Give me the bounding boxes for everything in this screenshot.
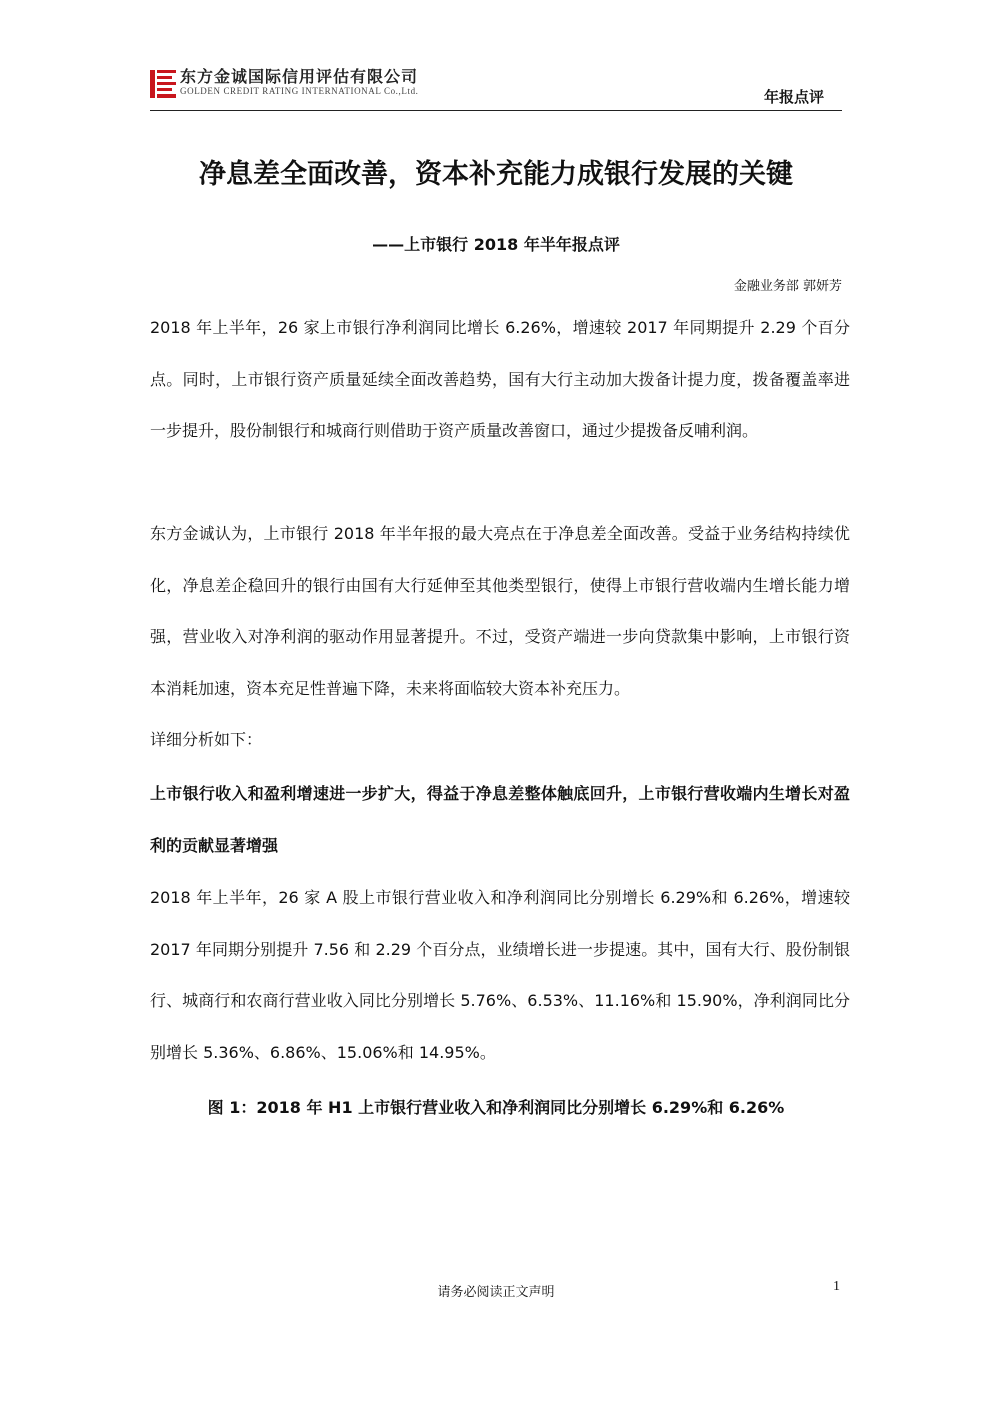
page-number: 1 xyxy=(833,1279,840,1294)
paragraph-detail: 2018 年上半年，26 家 A 股上市银行营业收入和净利润同比分别增长 6.29%和 6.26%，增速较 2017 年同期分别提升 7.56 和 2.29 个百分点，业绩增长进一步提速。其中，国有大行、股份制银行、城商行和农商行营业收入同比分别增长 5.76%、6.53%、11.16%和 15.90%，净利润同比分别增长 5.36%、6.86%、15.06%和 14.95%。 xyxy=(150,888,850,1062)
paragraph-view: 东方金诚认为，上市银行 2018 年半年报的最大亮点在于净息差全面改善。受益于业务结构持续优化，净息差企稳回升的银行由国有大行延伸至其他类型银行，使得上市银行营收端内生增长能力增强，营业收入对净利润的驱动作用显著提升。不过，受资产端进一步向贷款集中影响，上市银行资本消耗加速，资本充足性普遍下降，未来将面临较大资本补充压力。 xyxy=(150,524,850,698)
figure-caption: 图 1：2018 年 H1 上市银行营业收入和净利润同比分别增长 6.29%和 6.26% xyxy=(207,1098,785,1117)
paragraph-intro: 详细分析如下： xyxy=(150,730,263,749)
company-name-cn: 东方金诚国际信用评估有限公司 xyxy=(180,67,419,86)
paragraph-summary: 2018 年上半年，26 家上市银行净利润同比增长 6.26%，增速较 2017 年同期提升 2.29 个百分点。同时，上市银行资产质量延续全面改善趋势，国有大行主动加大拨备计提力度，拨备覆盖率进一步提升，股份制银行和城商行则借助于资产质量改善窗口，通过少提拨备反哺利润。 xyxy=(150,318,850,440)
footer-disclaimer: 请务必阅读正文声明 xyxy=(437,1285,555,1300)
document-type: 年报点评 xyxy=(763,88,824,106)
section-heading: 上市银行收入和盈利增速进一步扩大，得益于净息差整体触底回升，上市银行营收端内生增长对盈利的贡献显著增强 xyxy=(150,784,850,855)
page-header xyxy=(150,64,842,111)
page-title: 净息差全面改善，资本补充能力成银行发展的关键 xyxy=(199,159,793,190)
company-logo-icon xyxy=(150,70,176,98)
page-subtitle: ——上市银行 2018 年半年报点评 xyxy=(372,235,620,254)
author-line: 金融业务部 郭妍芳 xyxy=(733,279,842,294)
company-name xyxy=(180,68,419,97)
company-name-en: GOLDEN CREDIT RATING INTERNATIONAL Co.,Ltd. xyxy=(180,86,419,96)
